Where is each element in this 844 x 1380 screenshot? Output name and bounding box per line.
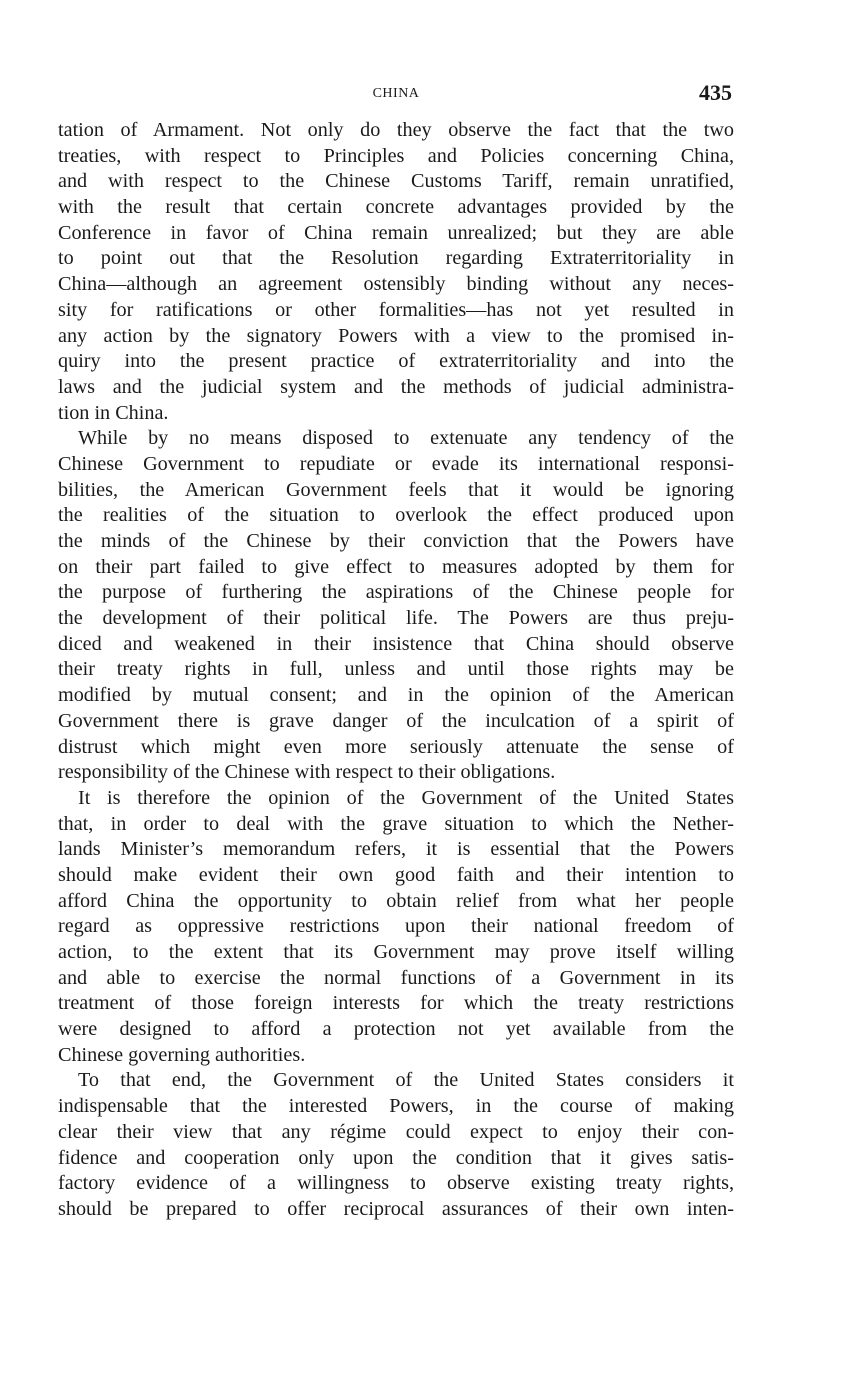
text-line: sity for ratifications or other formalities—has not yet resulted in (58, 298, 734, 321)
text-line: Government there is grave danger of the inculcation of a spirit of (58, 709, 734, 732)
text-line: with the result that certain concrete advantages provided by the (58, 196, 734, 219)
text-line: tion in China. (58, 401, 169, 424)
text-line: Chinese Government to repudiate or evade its international responsi- (58, 452, 734, 475)
text-line: the minds of the Chinese by their conviction that the Powers have (58, 530, 734, 552)
text-line: fidence and cooperation only upon the condition that it gives satis- (58, 1146, 734, 1169)
text-line: diced and weakened in their insistence that China should observe (58, 632, 734, 655)
text-line: distrust which might even more seriously attenuate the sense of (58, 735, 734, 758)
text-line: clear their view that any régime could expect to enjoy their con- (58, 1120, 734, 1143)
text-line: action, to the extent that its Government may prove itself willing (58, 941, 734, 963)
text-line: indispensable that the interested Powers, in the course of making (58, 1095, 734, 1118)
paragraph (58, 118, 734, 426)
text-line: treatment of those foreign interests for which the treaty restrictions (58, 992, 734, 1015)
paragraph (58, 1068, 734, 1222)
text-line: Chinese governing authorities. (58, 1043, 306, 1066)
text-line: treaties, with respect to Principles and Policies concerning China, (58, 144, 734, 167)
text-line: should be prepared to offer reciprocal assurances of their own inten- (58, 1197, 734, 1220)
text-line: the development of their political life. The Powers are thus preju- (58, 607, 734, 630)
text-line: It is therefore the opinion of the Government of the United States (78, 786, 734, 809)
text-line: should make evident their own good faith and their intention to (58, 863, 734, 886)
text-line: lands Minister’s memorandum refers, it is essential that the Powers (58, 838, 734, 861)
text-line: on their part failed to give effect to measures adopted by them for (58, 555, 734, 578)
text-line: quiry into the present practice of extraterritoriality and into the (58, 350, 734, 373)
text-line: any action by the signatory Powers with a view to the promised in- (58, 324, 734, 347)
page-number: 435 (699, 80, 732, 105)
text-line: regard as oppressive restrictions upon their national freedom of (58, 915, 734, 938)
text-line: and with respect to the Chinese Customs Tariff, remain unratified, (58, 170, 734, 193)
text-line: factory evidence of a willingness to observe existing treaty rights, (58, 1172, 734, 1195)
text-line: bilities, the American Government feels that it would be ignoring (58, 478, 734, 501)
running-title: CHINA (372, 86, 420, 101)
text-line: tation of Armament. Not only do they observe the fact that the two (58, 119, 734, 141)
text-line: While by no means disposed to extenuate any tendency of the (78, 427, 734, 450)
text-line: To that end, the Government of the United States considers it (78, 1069, 734, 1092)
text-line: and able to exercise the normal functions of a Government in its (58, 966, 734, 989)
text-line: the realities of the situation to overlook the effect produced upon (58, 504, 734, 527)
paragraph (58, 786, 734, 1069)
text-line: afford China the opportunity to obtain relief from what her people (58, 889, 734, 912)
text-line: their treaty rights in full, unless and until those rights may be (58, 658, 734, 681)
body-text (58, 118, 734, 1223)
running-head (58, 80, 734, 110)
text-line: that, in order to deal with the grave situation to which the Nether- (58, 812, 734, 835)
text-line: to point out that the Resolution regarding Extraterritoriality in (58, 247, 734, 270)
paragraph (58, 426, 734, 786)
text-line: the purpose of furthering the aspirations of the Chinese people for (58, 581, 734, 604)
text-line: laws and the judicial system and the methods of judicial administra- (58, 375, 734, 398)
text-line: modified by mutual consent; and in the opinion of the American (58, 684, 734, 707)
text-line: China—although an agreement ostensibly binding without any neces- (58, 273, 734, 296)
text-line: Conference in favor of China remain unrealized; but they are able (58, 221, 734, 244)
text-line: were designed to afford a protection not yet available from the (58, 1018, 734, 1041)
text-line: responsibility of the Chinese with respect to their obligations. (58, 761, 556, 784)
